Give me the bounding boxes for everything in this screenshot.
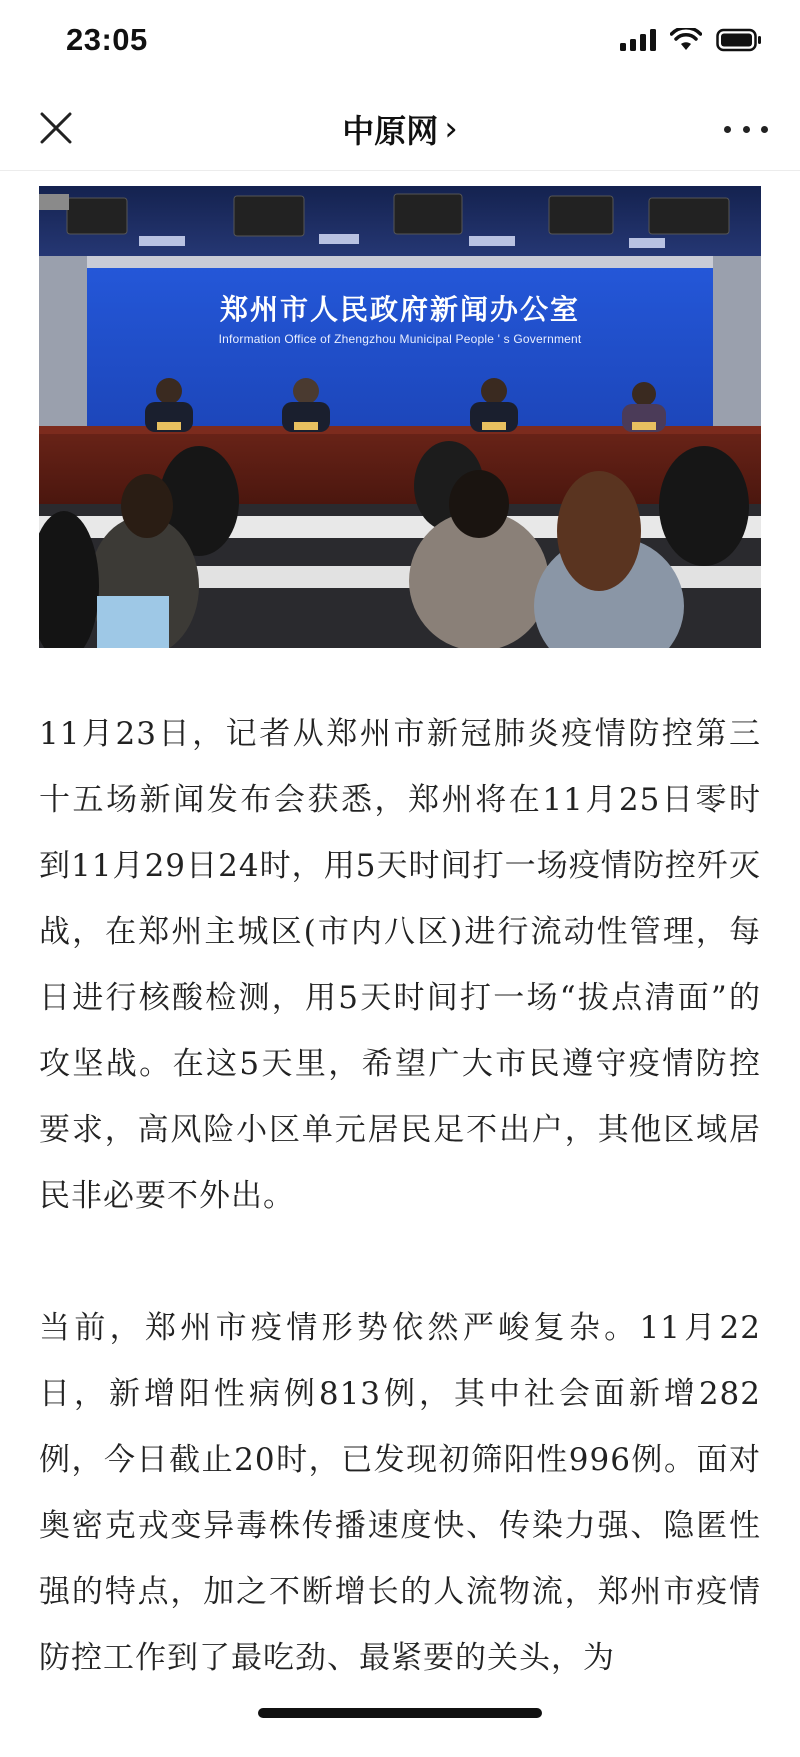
home-indicator[interactable] xyxy=(258,1708,542,1718)
nav-bar xyxy=(0,86,800,171)
chevron-right-icon: › xyxy=(444,109,458,149)
article-body xyxy=(39,701,761,1757)
press-conference-image xyxy=(39,186,761,648)
battery-icon xyxy=(716,28,762,52)
status-time: 23:05 xyxy=(66,22,148,57)
account-title-link[interactable] xyxy=(0,106,800,152)
system-icons xyxy=(620,28,762,52)
more-icon xyxy=(724,126,731,133)
status-bar xyxy=(0,0,800,86)
signal-icon xyxy=(620,29,656,51)
article-photo xyxy=(39,186,761,648)
banner-subtitle: Information Office of Zhengzhou Municipal People ' s Government xyxy=(218,332,582,346)
article-paragraph: 当前，郑州市疫情形势依然严峻复杂。11月22日，新增阳性病例813例，其中社会面新增282例，今日截止20时，已发现初筛阳性996例。面对奥密克戎变异毒株传播速度快、传染力强、隐匿性强的特点，加之不断增长的人流物流，郑州市疫情防控工作到了最吃劲、最紧要的关头，为 xyxy=(39,1310,761,1676)
account-name: 中原网 xyxy=(342,112,439,150)
more-button[interactable] xyxy=(724,114,768,144)
article-paragraph: 11月23日，记者从郑州市新冠肺炎疫情防控第三十五场新闻发布会获悉，郑州将在11月25日零时到11月29日24时，用5天时间打一场疫情防控歼灭战，在郑州主城区(市内八区)进行流动性管理，每日进行核酸检测，用5天时间打一场“拔点清面”的攻坚战。在这5天里，希望广大市民遵守疫情防控要求，高风险小区单元居民足不出户，其他区域居民非必要不外出。 xyxy=(39,716,761,1214)
banner-title: 郑州市人民政府新闻办公室 xyxy=(219,293,580,326)
wifi-icon xyxy=(670,28,702,52)
